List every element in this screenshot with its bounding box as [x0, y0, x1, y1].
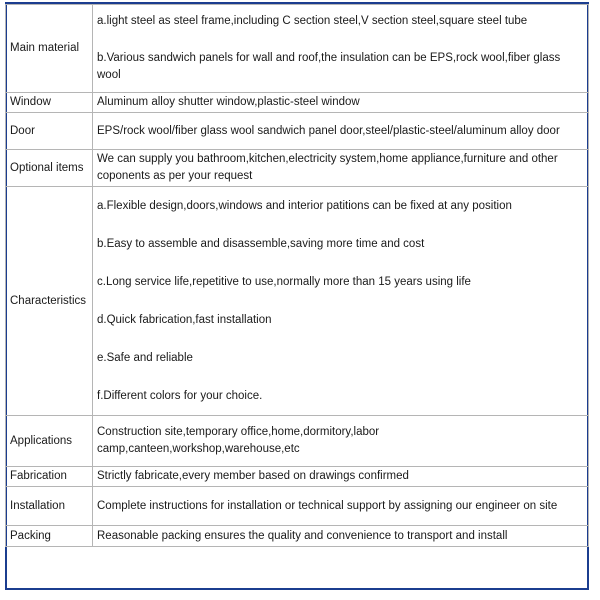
table-row-main-material: [6, 5, 589, 93]
row-label-door: Door: [6, 113, 93, 150]
main-material-line-b: b.Various sandwich panels for wall and roof,the insulation can be EPS,rock wool,fiber glass wool: [97, 52, 561, 81]
table-row-installation: [6, 487, 589, 526]
spec-table: [5, 4, 589, 547]
row-label-fabrication: Fabrication: [6, 467, 93, 487]
characteristic-line-c: c.Long service life,repetitive to use,normally more than 15 years using life: [97, 276, 471, 288]
row-label-packing: Packing: [6, 526, 93, 547]
main-material-line-a: a.light steel as steel frame,including C section steel,V section steel,square steel tube: [97, 15, 528, 27]
row-value-characteristics: [93, 187, 589, 416]
row-label-window: Window: [6, 93, 93, 113]
table-row-packing: [6, 526, 589, 547]
row-label-installation: Installation: [6, 487, 93, 526]
row-label-main-material: Main material: [6, 5, 93, 93]
table-row-window: [6, 93, 589, 113]
row-value-packing: Reasonable packing ensures the quality and convenience to transport and install: [93, 526, 589, 547]
table-row-fabrication: [6, 467, 589, 487]
row-value-optional-items: We can supply you bathroom,kitchen,electricity system,home appliance,furniture and other coponents as per your request: [93, 150, 589, 187]
table-row-characteristics: [6, 187, 589, 416]
row-value-applications: Construction site,temporary office,home,dormitory,labor camp,canteen,workshop,warehouse,etc: [93, 416, 589, 467]
row-value-door: EPS/rock wool/fiber glass wool sandwich panel door,steel/plastic-steel/aluminum alloy door: [93, 113, 589, 150]
row-value-window: Aluminum alloy shutter window,plastic-steel window: [93, 93, 589, 113]
row-value-main-material: [93, 5, 589, 93]
characteristic-line-a: a.Flexible design,doors,windows and interior patitions can be fixed at any position: [97, 200, 512, 212]
characteristic-line-f: f.Different colors for your choice.: [97, 390, 263, 402]
characteristic-line-d: d.Quick fabrication,fast installation: [97, 314, 272, 326]
row-label-applications: Applications: [6, 416, 93, 467]
row-value-installation: Complete instructions for installation or technical support by assigning our engineer on site: [93, 487, 589, 526]
row-label-characteristics: Characteristics: [6, 187, 93, 416]
characteristic-line-e: e.Safe and reliable: [97, 352, 193, 364]
row-value-fabrication: Strictly fabricate,every member based on drawings confirmed: [93, 467, 589, 487]
table-row-applications: [6, 416, 589, 467]
table-row-door: [6, 113, 589, 150]
row-label-optional-items: Optional items: [6, 150, 93, 187]
characteristic-line-b: b.Easy to assemble and disassemble,saving more time and cost: [97, 238, 425, 250]
table-row-optional-items: [6, 150, 589, 187]
